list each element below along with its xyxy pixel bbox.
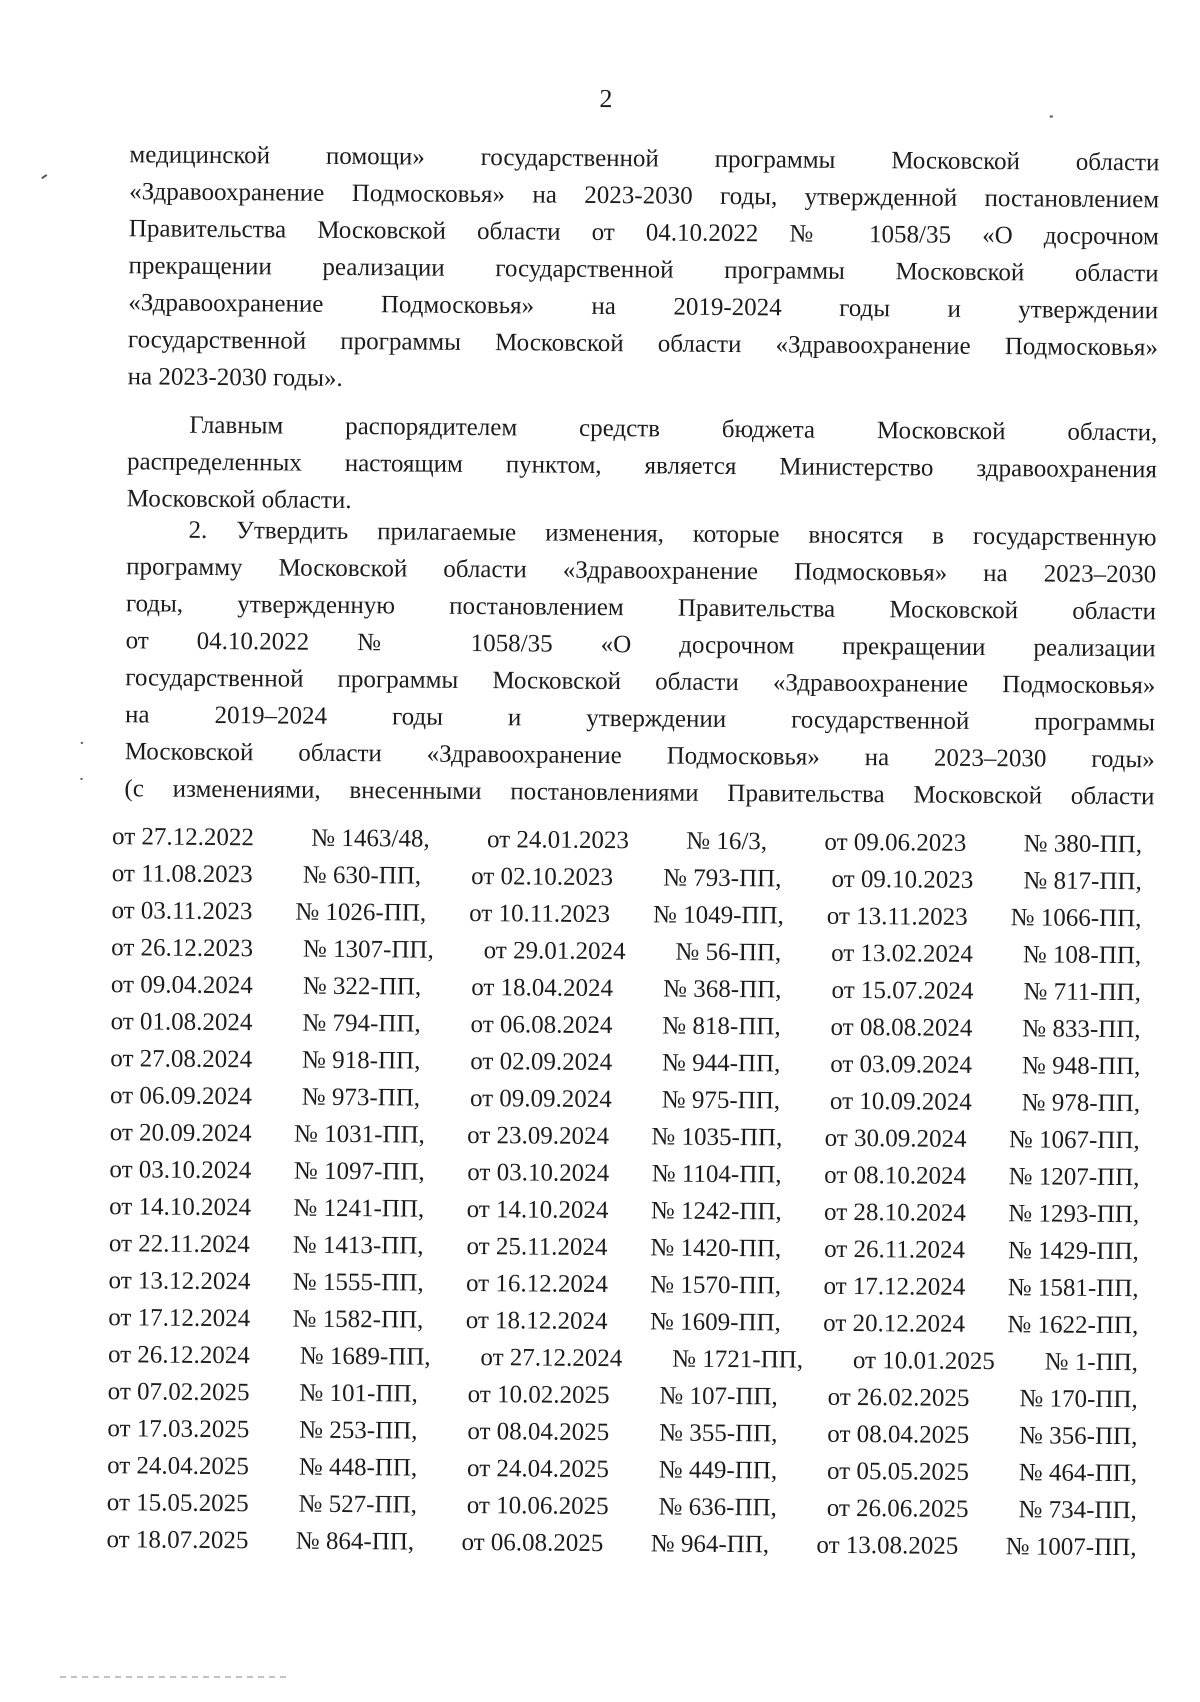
- amendment-date: от 28.10.2024: [823, 1198, 967, 1227]
- amendment-number: № 1035-ПП,: [651, 1123, 783, 1152]
- scan-mark: [81, 742, 83, 744]
- amendment-number: № 948-ПП,: [1021, 1052, 1141, 1081]
- amendment-number: № 636-ПП,: [658, 1493, 777, 1522]
- amendment-number: № 1581-ПП,: [1007, 1274, 1139, 1303]
- amendment-date: от 10.06.2025: [466, 1491, 609, 1521]
- amendment-number: № 833-ПП,: [1022, 1015, 1141, 1044]
- amendment-number: № 101-ПП,: [299, 1379, 418, 1408]
- amendment-date: от 02.09.2024: [470, 1047, 613, 1077]
- amendment-number: № 975-ПП,: [661, 1086, 781, 1115]
- text-line: программу Московской области «Здравоохранение Подмосковья» на 2023–2030: [126, 553, 1157, 589]
- amendment-date: от 09.10.2023: [831, 865, 974, 894]
- text-line: распределенных настоящим пунктом, является Министерство здравоохранения: [126, 448, 1158, 484]
- amendment-number: № 355-ПП,: [659, 1419, 778, 1448]
- scan-noise-strip: [60, 1676, 290, 1678]
- amendment-number: № 973-ПП,: [301, 1083, 421, 1112]
- amendment-date: от 26.06.2025: [826, 1494, 969, 1523]
- text-line: (с изменениями, внесенными постановлениями Правительства Московской области: [124, 775, 1155, 811]
- amendment-number: № 944-ПП,: [661, 1049, 781, 1078]
- amendment-date: от 10.11.2023: [469, 899, 611, 929]
- amendment-date: от 27.12.2022: [111, 823, 255, 852]
- amendment-number: № 1413-ПП,: [292, 1231, 424, 1260]
- amendment-date: от 22.11.2024: [108, 1230, 250, 1259]
- amendment-number: № 630-ПП,: [302, 861, 422, 890]
- page-number: 2: [599, 83, 613, 114]
- text-line: медицинской помощи» государственной программы Московской области: [129, 141, 1160, 177]
- text-line: государственной программы Московской области «Здравоохранение Подмосковья»: [127, 326, 1159, 362]
- amendment-number: № 1104-ПП,: [651, 1160, 782, 1189]
- amendment-date: от 14.10.2024: [109, 1193, 252, 1222]
- amendment-date: от 10.01.2025: [852, 1347, 995, 1376]
- amendment-number: № 527-ПП,: [298, 1490, 418, 1519]
- amendment-number: № 108-ПП,: [1022, 941, 1142, 970]
- amendment-date: от 27.08.2024: [110, 1045, 253, 1074]
- amendment-date: от 30.09.2024: [824, 1124, 967, 1153]
- amendment-number: № 1570-ПП,: [650, 1271, 782, 1300]
- amendment-number: № 1049-ПП,: [652, 901, 784, 930]
- amendment-date: от 13.08.2025: [816, 1531, 959, 1560]
- amendment-number: № 253-ПП,: [299, 1416, 418, 1445]
- amendment-number: № 368-ПП,: [663, 975, 782, 1004]
- amendment-references-list: [106, 818, 1142, 1566]
- amendment-number: № 1721-ПП,: [672, 1345, 804, 1374]
- amendment-date: от 14.10.2024: [466, 1195, 609, 1225]
- amendment-date: от 20.09.2024: [109, 1119, 252, 1148]
- amendment-number: № 464-ПП,: [1018, 1459, 1138, 1488]
- amendment-number: № 793-ПП,: [663, 864, 782, 893]
- amendment-number: № 711-ПП,: [1023, 978, 1142, 1007]
- amendment-number: № 1582-ПП,: [292, 1305, 424, 1334]
- text-line: Московской области «Здравоохранение Подмосковья» на 2023–2030 годы»: [124, 738, 1155, 774]
- amendment-number: № 794-ПП,: [302, 1009, 421, 1038]
- amendment-number: № 1067-ПП,: [1008, 1126, 1140, 1155]
- amendment-date: от 02.10.2023: [471, 862, 614, 892]
- amendment-number: № 56-ПП,: [675, 938, 782, 967]
- scan-mark: [1050, 116, 1053, 118]
- amendment-number: № 978-ПП,: [1021, 1089, 1141, 1118]
- amendment-number: № 1293-ПП,: [1008, 1200, 1140, 1229]
- amendment-date: от 08.04.2025: [467, 1417, 610, 1447]
- amendment-date: от 17.12.2024: [108, 1304, 251, 1333]
- amendment-date: от 03.10.2024: [109, 1156, 252, 1185]
- amendment-date: от 27.12.2024: [480, 1344, 623, 1373]
- amendment-number: № 1420-ПП,: [650, 1234, 782, 1263]
- amendment-number: № 864-ПП,: [295, 1527, 415, 1556]
- amendment-number: № 1622-ПП,: [1007, 1311, 1139, 1340]
- text-line: на 2023-2030 годы».: [127, 363, 343, 392]
- amendment-date: от 13.02.2024: [831, 939, 974, 968]
- amendment-number: № 818-ПП,: [662, 1012, 781, 1041]
- paragraph-approve-changes: [124, 511, 1156, 815]
- text-line: от 04.10.2022 № 1058/35 «О досрочном прекращении реализации: [125, 627, 1156, 663]
- text-line: годы, утвержденную постановлением Правительства Московской области: [125, 590, 1156, 626]
- amendment-number: № 1609-ПП,: [649, 1308, 781, 1337]
- amendment-date: от 09.04.2024: [110, 971, 253, 1000]
- amendment-date: от 08.04.2025: [827, 1420, 970, 1449]
- amendment-number: № 448-ПП,: [298, 1453, 418, 1482]
- amendment-date: от 06.09.2024: [109, 1082, 253, 1111]
- amendment-date: от 03.11.2023: [111, 897, 253, 926]
- amendment-number: № 449-ПП,: [658, 1456, 778, 1485]
- amendment-number: № 918-ПП,: [301, 1046, 421, 1075]
- amendment-number: № 16/3,: [686, 827, 768, 856]
- amendment-date: от 26.12.2024: [107, 1341, 250, 1370]
- amendment-date: от 07.02.2025: [107, 1378, 250, 1407]
- amendment-number: № 1463/48,: [311, 824, 430, 853]
- amendment-date: от 13.12.2024: [108, 1267, 251, 1296]
- amendment-number: № 1307-ПП,: [302, 935, 434, 964]
- amendment-date: от 11.08.2023: [111, 860, 253, 889]
- amendment-date: от 01.08.2024: [110, 1008, 253, 1037]
- amendment-date: от 08.10.2024: [824, 1161, 967, 1190]
- amendment-number: № 964-ПП,: [650, 1530, 770, 1559]
- amendment-date: от 06.08.2024: [470, 1010, 613, 1040]
- amendment-date: от 25.11.2024: [466, 1232, 608, 1262]
- text-line: Московской области.: [126, 485, 352, 515]
- text-line: Главным распорядителем средств бюджета Московской области,: [189, 411, 1158, 447]
- amendment-date: от 13.11.2023: [826, 902, 968, 931]
- amendment-number: № 1031-ПП,: [293, 1120, 425, 1149]
- amendment-date: от 29.01.2024: [483, 937, 626, 966]
- amendment-date: от 09.06.2023: [824, 828, 967, 857]
- amendment-number: № 1026-ПП,: [295, 898, 427, 927]
- text-line: на 2019–2024 годы и утверждении государственной программы: [124, 701, 1156, 737]
- amendment-number: № 170-ПП,: [1019, 1385, 1138, 1414]
- amendment-date: от 26.12.2023: [111, 934, 254, 963]
- amendment-number: № 1689-ПП,: [299, 1342, 431, 1371]
- amendment-number: № 322-ПП,: [302, 972, 422, 1001]
- amendment-number: № 1007-ПП,: [1005, 1533, 1137, 1562]
- amendment-date: от 15.07.2024: [831, 976, 974, 1005]
- text-line: государственной программы Московской области «Здравоохранение Подмосковья»: [125, 664, 1156, 700]
- amendment-date: от 20.12.2024: [823, 1309, 966, 1338]
- paragraph-program-reference: [128, 136, 1160, 403]
- amendment-number: № 1066-ПП,: [1010, 904, 1142, 933]
- amendment-number: № 1242-ПП,: [650, 1197, 782, 1226]
- amendment-date: от 18.12.2024: [465, 1306, 608, 1336]
- amendment-number: № 734-ПП,: [1018, 1496, 1137, 1525]
- amendment-date: от 24.04.2025: [467, 1454, 610, 1484]
- scan-mark: [81, 778, 83, 780]
- text-line: «Здравоохранение Подмосковья» на 2019-2024 годы и утверждении: [128, 289, 1159, 325]
- amendment-date: от 18.07.2025: [106, 1526, 249, 1555]
- amendment-date: от 05.05.2025: [826, 1457, 970, 1486]
- amendment-date: от 18.04.2024: [471, 973, 614, 1003]
- amendment-number: № 107-ПП,: [659, 1382, 778, 1411]
- amendment-date: от 15.05.2025: [106, 1489, 249, 1518]
- amendment-date: от 17.12.2024: [823, 1272, 966, 1301]
- amendment-date: от 17.03.2025: [107, 1415, 250, 1444]
- text-line: прекращении реализации государственной программы Московской области: [128, 252, 1159, 288]
- amendment-number: № 1241-ПП,: [293, 1194, 425, 1223]
- amendment-number: № 1429-ПП,: [1007, 1237, 1139, 1266]
- amendment-date: от 08.08.2024: [830, 1013, 973, 1042]
- paragraph-budget-administrator: [127, 406, 1158, 525]
- amendment-number: № 1097-ПП,: [293, 1157, 425, 1186]
- amendment-date: от 16.12.2024: [465, 1269, 609, 1299]
- amendment-number: № 817-ПП,: [1023, 867, 1142, 896]
- text-line: 2. Утвердить прилагаемые изменения, которые вносятся в государственную: [188, 516, 1157, 552]
- amendment-date: от 23.09.2024: [467, 1121, 610, 1151]
- amendment-number: № 1555-ПП,: [292, 1268, 424, 1297]
- amendment-date: от 26.02.2025: [827, 1383, 970, 1412]
- scan-mark: [41, 174, 47, 179]
- text-line: Правительства Московской области от 04.10.2022 № 1058/35 «О досрочном: [128, 215, 1159, 251]
- amendment-number: № 356-ПП,: [1019, 1422, 1138, 1451]
- amendment-date: от 10.02.2025: [467, 1380, 610, 1410]
- amendment-date: от 24.04.2025: [107, 1452, 250, 1481]
- amendment-date: от 06.08.2025: [461, 1528, 604, 1558]
- amendment-number: № 1-ПП,: [1044, 1348, 1139, 1377]
- amendment-date: от 26.11.2024: [824, 1235, 966, 1264]
- amendment-number: № 1207-ПП,: [1008, 1163, 1140, 1192]
- amendment-date: от 10.09.2024: [829, 1087, 972, 1116]
- text-line: «Здравоохранение Подмосковья» на 2023-2030 годы, утвержденной постановлением: [129, 178, 1160, 214]
- amendment-date: от 03.09.2024: [830, 1050, 973, 1079]
- amendment-date: от 09.09.2024: [469, 1084, 612, 1114]
- amendment-date: от 03.10.2024: [467, 1158, 610, 1188]
- amendment-row: [106, 1521, 1136, 1566]
- amendment-number: № 380-ПП,: [1023, 830, 1143, 859]
- amendment-date: от 24.01.2023: [486, 826, 629, 855]
